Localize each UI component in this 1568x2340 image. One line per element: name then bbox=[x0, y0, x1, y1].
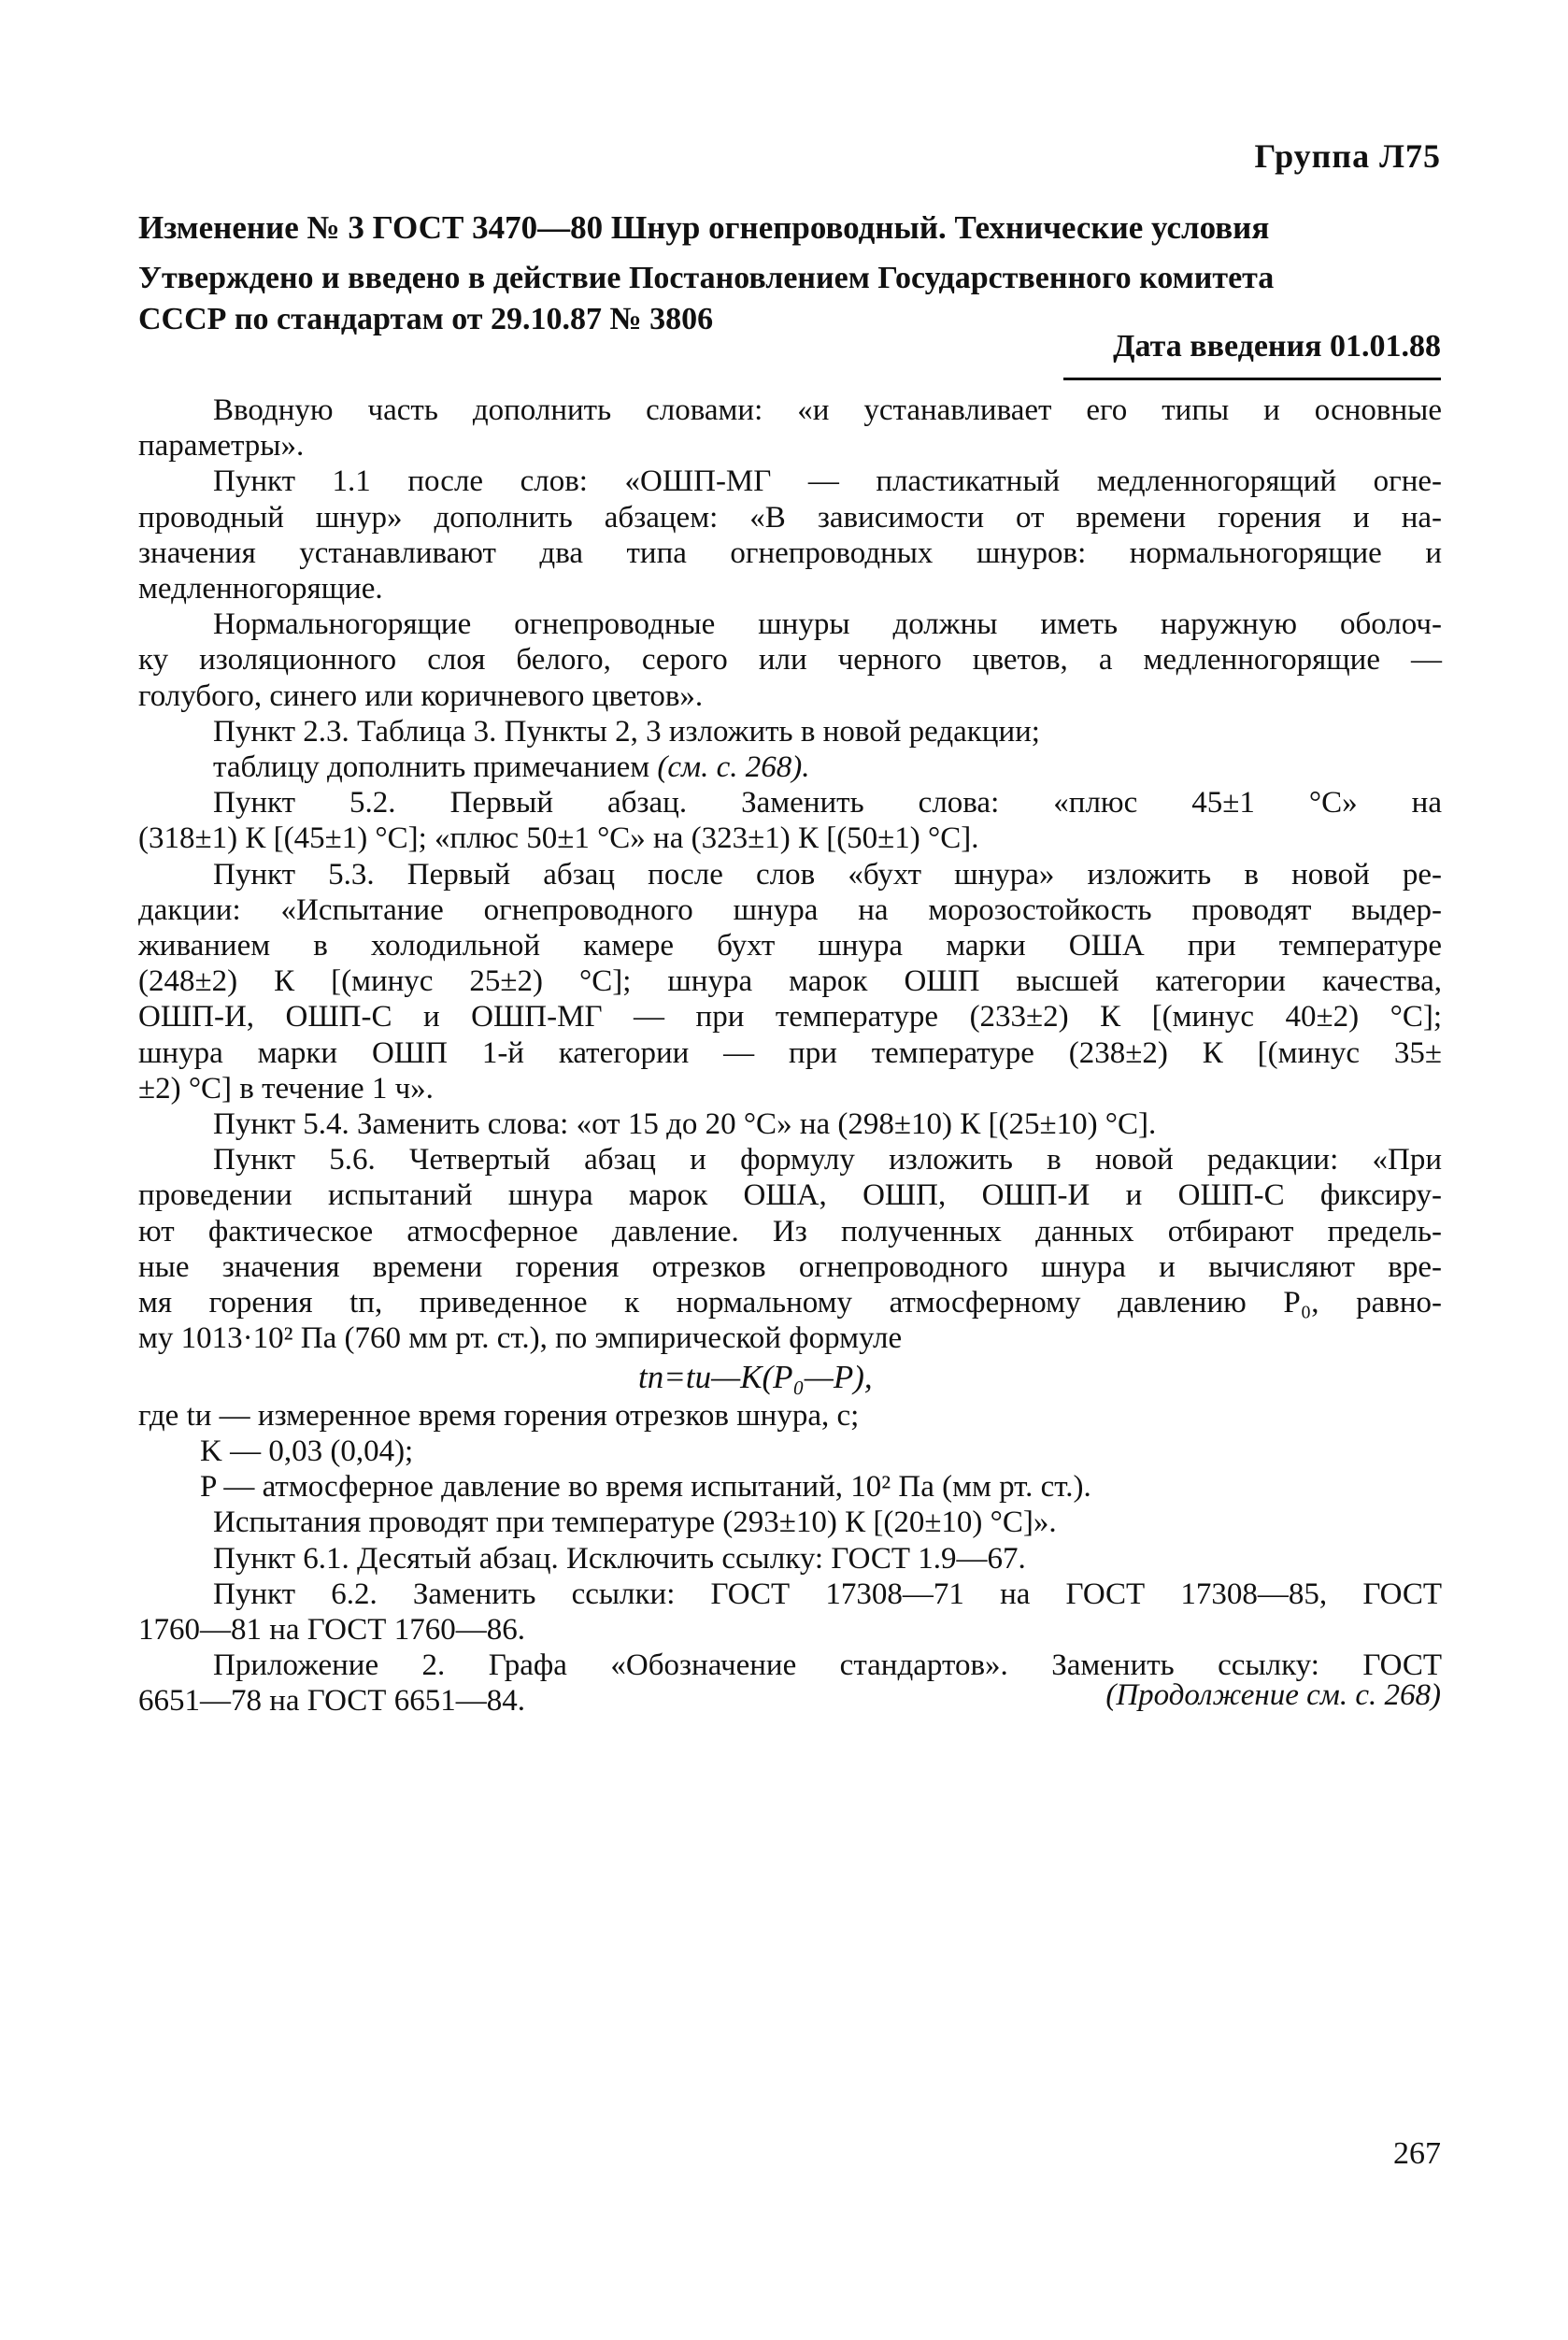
group-label: Группа Л75 bbox=[1254, 137, 1441, 175]
paragraph-5-3 bbox=[138, 857, 1442, 1106]
text-line bbox=[138, 749, 1442, 785]
text-line: Пункт 6.2. Заменить ссылки: ГОСТ 17308—71 на ГОСТ 17308—85, ГОСТ bbox=[213, 1577, 1442, 1611]
text-line: Нормальногорящие огнепроводные шнуры должны иметь наружную оболоч- bbox=[213, 607, 1442, 642]
legend-line: P — атмосферное давление во время испытаний, 10² Па (мм рт. ст.). bbox=[200, 1470, 1091, 1505]
introduction-date: Дата введения 01.01.88 bbox=[1113, 329, 1441, 364]
text-line: Пункт 5.6. Четвертый абзац и формулу изложить в новой редакции: «При bbox=[213, 1143, 1442, 1177]
text-line: Пункт 5.4. Заменить слова: «от 15 до 20 °С» на (298±10) К [(25±10) °С]. bbox=[213, 1107, 1157, 1142]
text-line: ОШП-И, ОШП-С и ОШП-МГ — при температуре (233±2) К [(минус 40±2) °С]; bbox=[138, 1000, 1442, 1034]
paragraph-colors bbox=[138, 606, 1442, 714]
text-line: му 1013·10² Па (760 мм рт. ст.), по эмпирической формуле bbox=[138, 1321, 903, 1356]
text-line: Пункт 5.3. Первый абзац после слов «бухт шнура» изложить в новой ре- bbox=[213, 857, 1442, 892]
page-number: 267 bbox=[1393, 2136, 1441, 2171]
text-line: мя горения tп, приведенное к нормальному атмосферному давлению P₀, равно- bbox=[138, 1286, 1442, 1320]
text-line: живанием в холодильной камере бухт шнура марки ОША при температуре bbox=[138, 929, 1442, 963]
text-line: 6651—78 на ГОСТ 6651—84. bbox=[138, 1684, 525, 1719]
paragraph-intro bbox=[138, 392, 1442, 464]
paragraph-6-2 bbox=[138, 1577, 1442, 1648]
text-line: проводный шнур» дополнить абзацем: «В зависимости от времени горения и на- bbox=[138, 500, 1442, 535]
body-text bbox=[138, 392, 1442, 1719]
text-line: Пункт 5.2. Первый абзац. Заменить слова: «плюс 45±1 °С» на bbox=[213, 786, 1442, 820]
text-line: параметры». bbox=[138, 429, 305, 464]
continuation-note: (Продолжение см. с. 268) bbox=[1105, 1678, 1441, 1712]
text-line: ные значения времени горения отрезков огнепроводного шнура и вычисляют вре- bbox=[138, 1249, 1442, 1284]
paragraph-5-4 bbox=[138, 1106, 1442, 1142]
paragraph-6-1 bbox=[138, 1541, 1442, 1577]
paragraph-5-6 bbox=[138, 1142, 1442, 1356]
legend-line: где tи — измеренное время горения отрезков шнура, с; bbox=[138, 1398, 860, 1433]
text-line: (248±2) К [(минус 25±2) °С]; шнура марок ОШП высшей категории качества, bbox=[138, 964, 1442, 999]
text-line: проведении испытаний шнура марок ОША, ОШП, ОШП-И и ОШП-С фиксиру- bbox=[138, 1178, 1442, 1213]
text-line: шнура марки ОШП 1-й категории — при температуре (238±2) К [(минус 35± bbox=[138, 1035, 1442, 1070]
text-line: дакции: «Испытание огнепроводного шнура на морозостойкость проводят выдер- bbox=[138, 892, 1442, 927]
text-line: 1760—81 на ГОСТ 1760—86. bbox=[138, 1612, 525, 1647]
formula-legend bbox=[138, 1398, 1442, 1505]
paragraph-1-1 bbox=[138, 464, 1442, 606]
text-line: ют фактическое атмосферное давление. Из полученных данных отбирают предель- bbox=[138, 1214, 1442, 1248]
text-fragment: таблицу дополнить примечанием bbox=[213, 750, 658, 785]
text-line: (318±1) К [(45±1) °С]; «плюс 50±1 °С» на (323±1) К [(50±1) °С]. bbox=[138, 821, 979, 856]
empirical-formula: tп=tи—K(P₀—P), bbox=[638, 1359, 873, 1396]
paragraph-5-2 bbox=[138, 785, 1442, 856]
text-line: ку изоляционного слоя белого, серого или черного цветов, а медленногорящие — bbox=[138, 643, 1442, 678]
text-line: Вводную часть дополнить словами: «и устанавливает его типы и основные bbox=[213, 393, 1442, 427]
text-line: Испытания проводят при температуре (293±10) К [(20±10) °С]». bbox=[213, 1505, 1057, 1540]
document-heading: Изменение № 3 ГОСТ 3470—80 Шнур огнепроводный. Технические условия bbox=[138, 209, 1270, 246]
text-line: медленногорящие. bbox=[138, 572, 383, 606]
page-reference: (см. с. 268). bbox=[657, 750, 810, 785]
text-line: Приложение 2. Графа «Обозначение стандартов». Заменить ссылку: ГОСТ bbox=[213, 1648, 1442, 1683]
approval-statement bbox=[138, 258, 1447, 340]
approval-line-2: СССР по стандартам от 29.10.87 № 3806 bbox=[138, 302, 714, 336]
legend-line: K — 0,03 (0,04); bbox=[200, 1434, 414, 1468]
text-line: Пункт 6.1. Десятый абзац. Исключить ссылку: ГОСТ 1.9—67. bbox=[213, 1541, 1026, 1576]
text-line: ±2) °С] в течение 1 ч». bbox=[138, 1071, 434, 1106]
text-line: значения устанавливают два типа огнепроводных шнуров: нормальногорящие и bbox=[138, 535, 1442, 570]
approval-line-1: Утверждено и введено в действие Постановлением Государственного комитета bbox=[138, 261, 1275, 295]
text-line: Пункт 2.3. Таблица 3. Пункты 2, 3 изложить в новой редакции; bbox=[213, 714, 1040, 749]
paragraph-test-temperature bbox=[138, 1505, 1442, 1540]
text-line: голубого, синего или коричневого цветов». bbox=[138, 678, 704, 713]
paragraph-table-note bbox=[138, 749, 1442, 785]
paragraph-2-3 bbox=[138, 714, 1442, 749]
text-line: Пункт 1.1 после слов: «ОШП-МГ — пластикатный медленногорящий огне- bbox=[213, 464, 1442, 499]
introduction-date-underline bbox=[1063, 378, 1441, 380]
